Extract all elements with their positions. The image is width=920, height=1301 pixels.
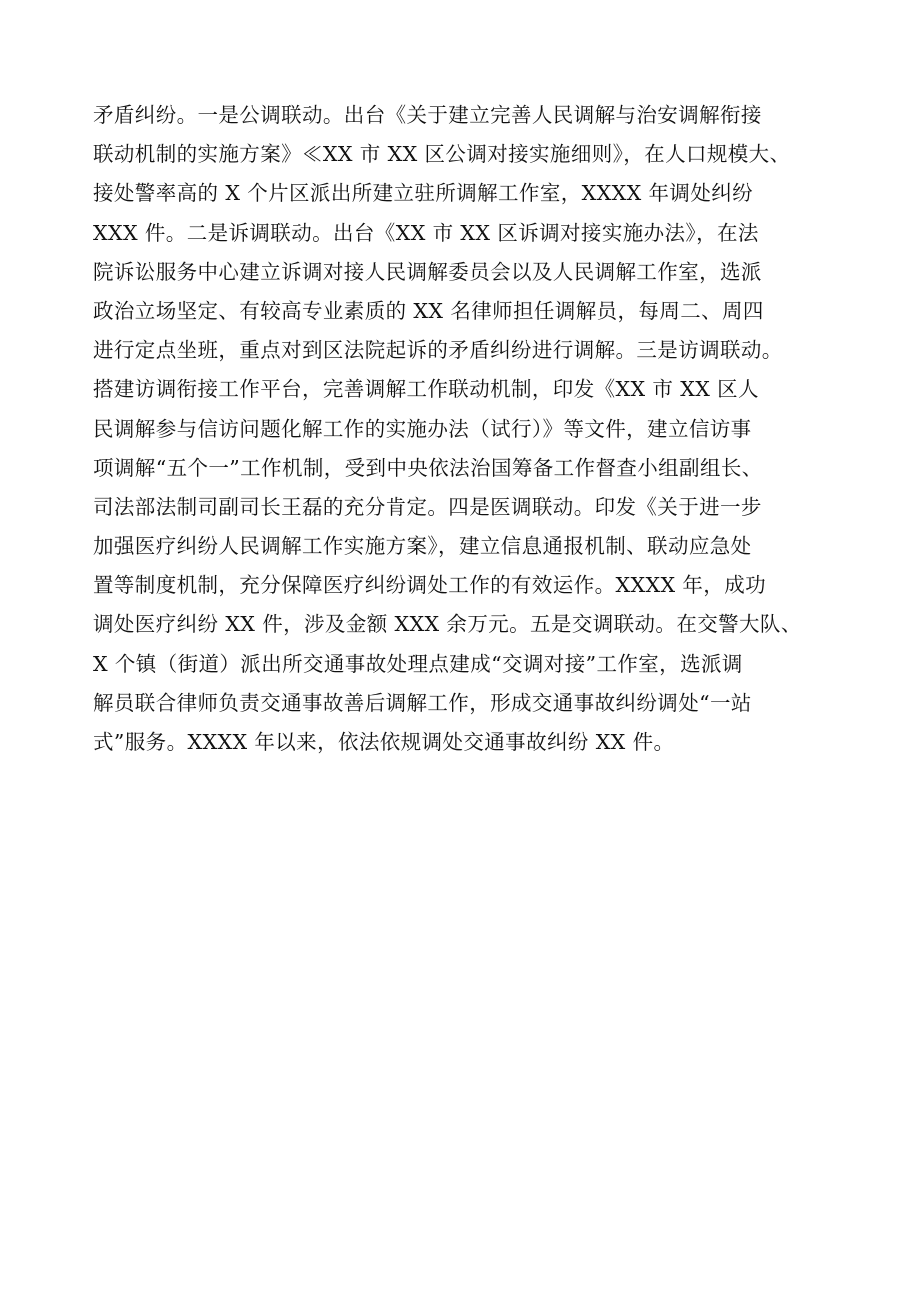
text-line: 搭建访调衔接工作平台，完善调解工作联动机制，印发《XX 市 XX 区人: [93, 377, 759, 402]
text-line: 调处医疗纠纷 XX 件，涉及金额 XXX 余万元。五是交调联动。在交警大队、: [93, 612, 802, 637]
text-line: 式”服务。XXXX 年以来，依法依规调处交通事故纠纷 XX 件。: [93, 730, 675, 754]
text-line: 置等制度机制，充分保障医疗纠纷调处工作的有效运作。XXXX 年，成功: [93, 573, 766, 598]
text-line: 政治立场坚定、有较高专业素质的 XX 名律师担任调解员，每周二、周四: [93, 298, 764, 323]
text-line: 加强医疗纠纷人民调解工作实施方案》，建立信息通报机制、联动应急处: [93, 534, 752, 559]
text-line: 司法部法制司副司长王磊的充分肯定。四是医调联动。印发《关于进一步: [93, 494, 762, 519]
text-line: 解员联合律师负责交通事故善后调解工作，形成交通事故纠纷调处“一站: [93, 690, 752, 715]
text-line: XXX 件。二是诉调联动。出台《XX 市 XX 区诉调对接实施办法》，在法: [93, 220, 759, 245]
text-line: 接处警率高的 X 个片区派出所建立驻所调解工作室，XXXX 年调处纠纷: [93, 181, 754, 206]
text-line: 进行定点坐班，重点对到区法院起诉的矛盾纠纷进行调解。三是访调联动。: [93, 338, 783, 363]
text-line: 民调解参与信访问题化解工作的实施办法（试行）》等文件，建立信访事: [93, 416, 752, 441]
text-line: X 个镇（街道）派出所交通事故处理点建成“交调对接”工作室，选派调: [93, 651, 743, 676]
text-line: 院诉讼服务中心建立诉调对接人民调解委员会以及人民调解工作室，选派: [93, 259, 762, 284]
body-paragraph: [93, 96, 863, 762]
text-line: 联动机制的实施方案》≪XX 市 XX 区公调对接实施细则》，在人口规模大、: [93, 142, 791, 167]
text-line: 矛盾纠纷。一是公调联动。出台《关于建立完善人民调解与治安调解衔接: [93, 103, 762, 127]
text-line: 项调解“五个一”工作机制，受到中央依法治国筹备工作督查小组副组长、: [93, 455, 763, 480]
